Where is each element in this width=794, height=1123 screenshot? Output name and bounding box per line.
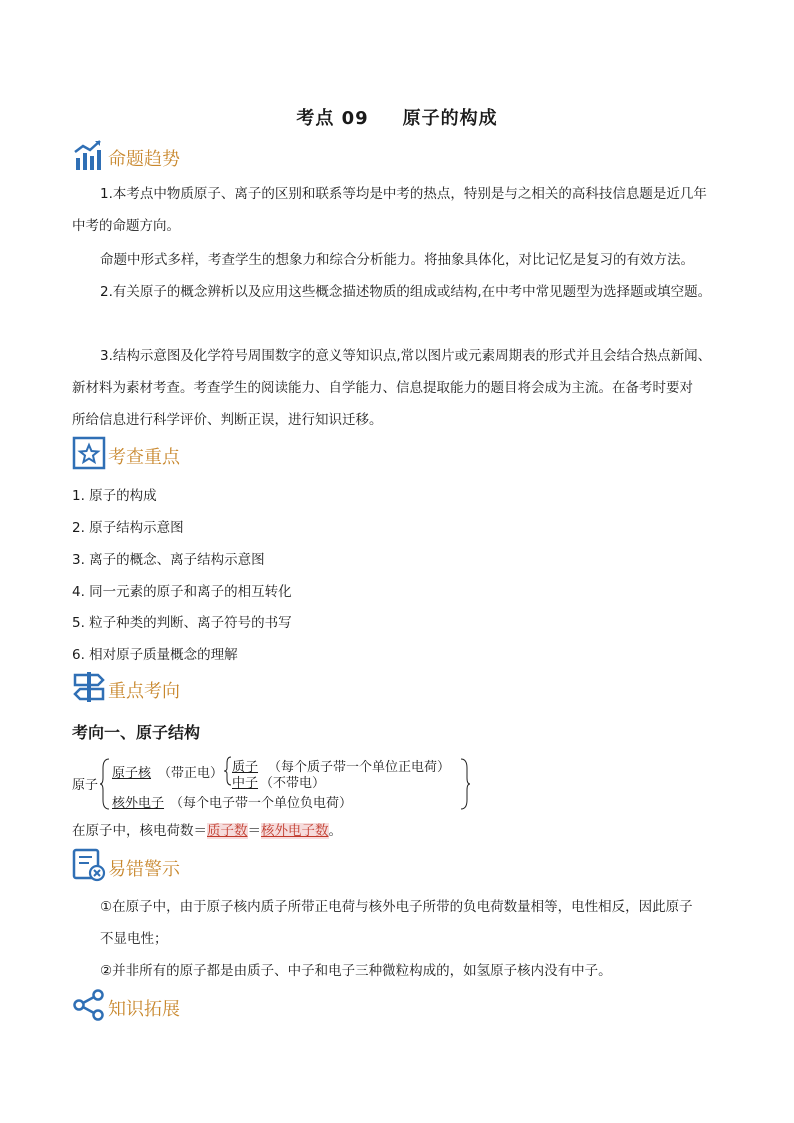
list-item: 3. 离子的概念、离子结构示意图 [72,552,265,568]
right-brace [460,758,470,810]
equation-prefix: 在原子中，核电荷数＝ [72,823,207,839]
nucleus-note: （带正电） [158,766,224,781]
section-label: 考查重点 [108,447,180,468]
proton-count-term: 质子数 [207,823,248,839]
paragraph-line: 命题中形式多样，考查学生的想象力和综合分析能力。将抽象具体化，对比记忆是复习的有效方法。 [100,252,694,268]
paragraph-line: ①在原子中，由于原子核内质子所带正电荷与核外电子所带的负电荷数量相等，电性相反，因此原子 [100,899,693,915]
section-warning [72,848,180,882]
equals-sign: ＝ [247,823,261,839]
paragraph-line: 所给信息进行科学评价、判断正误，进行知识迁移。 [72,412,383,428]
charge-equation [72,821,342,841]
title-text: 原子的构成 [402,108,498,129]
proton-note: （每个质子带一个单位正电荷） [268,760,451,775]
list-item: 6. 相对原子质量概念的理解 [72,647,238,663]
share-network-icon [72,988,106,1022]
section-direction [72,670,180,704]
list-item: 1. 原子的构成 [72,488,157,504]
electron-count-term: 核外电子数 [261,823,329,839]
signpost-icon [72,670,106,704]
tree-root: 原子 [72,778,99,793]
list-item: 2. 原子结构示意图 [72,520,184,536]
section-label: 重点考向 [108,681,180,702]
neutron-note: （不带电） [260,776,326,791]
paragraph-line: 新材料为素材考查。考查学生的阅读能力、自学能力、信息提取能力的题目将会成为主流。在备考时要对 [72,380,693,396]
proton-label: 质子 [232,760,259,775]
page-title [0,104,794,130]
section-trend [72,138,180,172]
nucleus-label: 原子核 [112,766,152,781]
electron-label: 核外电子 [112,796,165,811]
section-focus [72,436,180,470]
electron-note: （每个电子带一个单位负电荷） [170,796,353,811]
star-folder-icon [72,436,106,470]
neutron-label: 中子 [232,776,259,791]
paragraph-line: 中考的命题方向。 [72,218,180,234]
list-item: 4. 同一元素的原子和离子的相互转化 [72,584,292,600]
section-label: 命题趋势 [108,149,180,170]
paragraph-line: 不显电性； [100,931,168,947]
bar-chart-icon [72,138,106,172]
paragraph-line: 1.本考点中物质原子、离子的区别和联系等均是中考的热点，特别是与之相关的高科技信息题是近几年 [100,186,707,202]
paragraph-line: ②并非所有的原子都是由质子、中子和电子三种微粒构成的，如氢原子核内没有中子。 [100,963,612,979]
left-brace [100,758,110,810]
subsection-heading: 考向一、原子结构 [72,723,201,742]
atom-structure-tree [72,754,492,814]
inner-brace [224,756,232,786]
paragraph-line: 3.结构示意图及化学符号周围数字的意义等知识点,常以图片或元素周期表的形式并且会结合热点新闻、 [100,348,712,364]
equation-suffix: 。 [328,823,342,839]
section-extend [72,988,180,1022]
list-item: 5. 粒子种类的判断、离子符号的书写 [72,615,292,631]
paragraph-line: 2.有关原子的概念辨析以及应用这些概念描述物质的组成或结构,在中考中常见题型为选择题或填空题。 [100,284,712,300]
title-code: 考点 09 [296,108,369,129]
document-error-icon [72,848,106,882]
section-label: 知识拓展 [108,999,180,1020]
section-label: 易错警示 [108,859,180,880]
